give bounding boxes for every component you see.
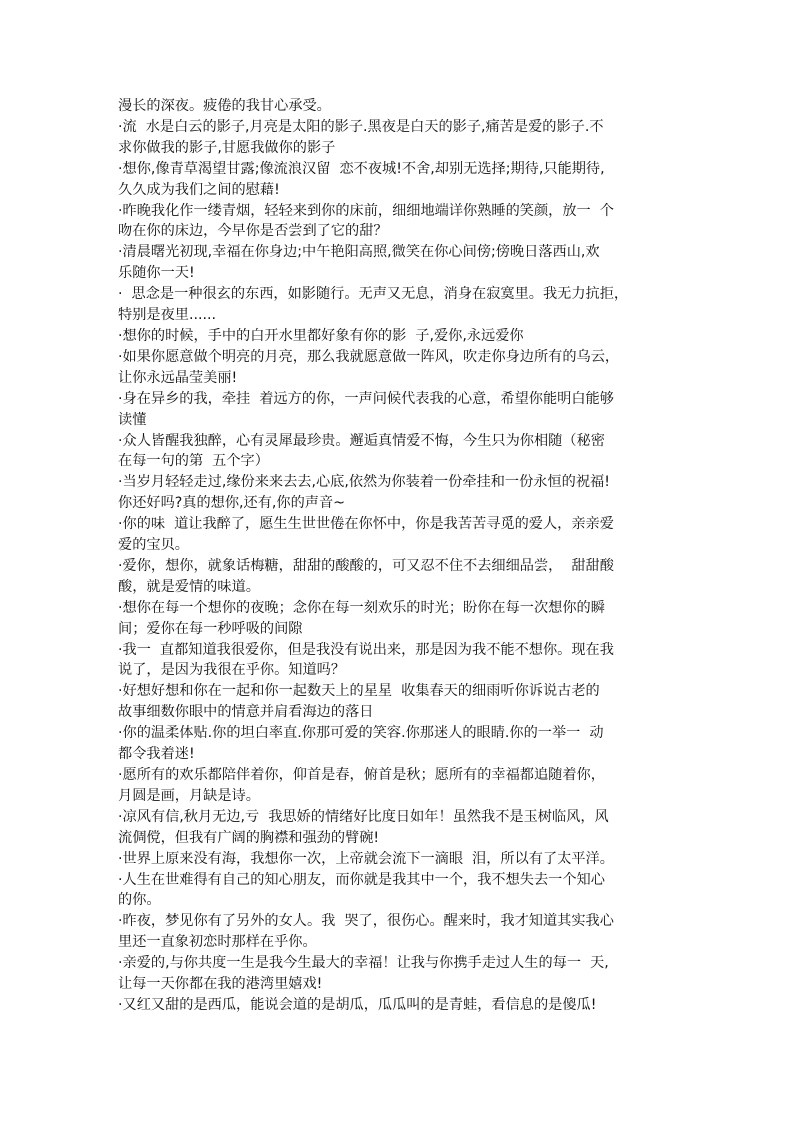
text-line: 求你做我的影子,甘愿我做你的影子: [118, 139, 336, 156]
text-line: ·昨晚我化作一缕青烟，轻轻来到你的床前，细细地端详你熟睡的笑颜，放一 个: [118, 202, 614, 219]
text-line: ·又红又甜的是西瓜，能说会道的是胡瓜，瓜瓜叫的是青蛙，看信息的是傻瓜!: [118, 996, 597, 1013]
text-line: ·如果你愿意做个明亮的月亮，那么我就愿意做一阵风，吹走你身边所有的乌云，: [118, 348, 620, 365]
text-line: 吻在你的床边，今早你是否尝到了它的甜？: [118, 223, 388, 240]
text-line: ·世界上原来没有海，我想你一次，上帝就会流下一滴眼 泪，所以有了太平洋。: [118, 850, 614, 867]
text-line: 在每一句的第 五个字）: [118, 453, 269, 470]
text-line: 里还一直象初恋时那样在乎你。: [118, 934, 317, 951]
text-line: ·爱你，想你，就象话梅糖，甜甜的酸酸的，可又忍不住不去细细品尝， 甜甜酸: [118, 557, 614, 574]
text-line: ·当岁月轻轻走过,缘份来来去去,心底,依然为你装着一份牵挂和一份永恒的祝福!: [118, 474, 610, 491]
text-line: ·亲爱的,与你共度一生是我今生最大的幸福！让我与你携手走过人生的每一 天,: [118, 955, 609, 972]
text-line: · 思念是一种很玄的东西，如影随行。无声又无息，消身在寂寞里。我无力抗拒，: [118, 286, 629, 303]
text-line: 流倜傥，但我有广阔的胸襟和强劲的臂碗!: [118, 829, 380, 846]
text-line: 读懂: [118, 411, 147, 428]
text-line: 让每一天你都在我的港湾里嬉戏!: [118, 976, 323, 993]
text-line: 久久成为我们之间的慰藉!: [118, 181, 280, 198]
document-body: [118, 96, 678, 1016]
text-line: 特别是夜里......: [118, 307, 216, 324]
text-line: 你还好吗?真的想你,还有,你的声音~: [118, 495, 346, 512]
text-line: ·人生在世难得有自己的知心朋友，而你就是我其中一个，我不想失去一个知心: [118, 871, 605, 888]
text-line: ·愿所有的欢乐都陪伴着你，仰首是春，俯首是秋；愿所有的幸福都追随着你，: [118, 767, 605, 783]
text-line: 让你永远晶莹美丽!: [118, 369, 238, 386]
text-line: ·众人皆醒我独醉，心有灵犀最珍贵。邂逅真情爱不悔，今生只为你相随（秘密: [118, 432, 605, 449]
text-line: ·清晨曙光初现,幸福在你身边;中午艳阳高照,微笑在你心间傍;傍晚日落西山,欢: [118, 244, 600, 261]
text-line: ·昨夜，梦见你有了另外的女人。我 哭了，很伤心。醒来时，我才知道其实我心: [118, 913, 614, 930]
text-line: 酸，就是爱情的味道。: [118, 578, 260, 595]
text-line: 的你。: [118, 892, 161, 909]
text-line: ·身在异乡的我，牵挂 着远方的你，一声问候代表我的心意，希望你能明白能够: [118, 390, 614, 407]
text-line: ·想你在每一个想你的夜晚；念你在每一刻欢乐的时光；盼你在每一次想你的瞬: [118, 599, 605, 616]
text-line: 爱的宝贝。: [118, 537, 189, 554]
text-line: 乐随你一天!: [118, 265, 195, 282]
text-line: 漫长的深夜。疲倦的我甘心承受。: [118, 98, 331, 114]
text-line: 说了，是因为我很在乎你。知道吗？: [118, 662, 346, 679]
text-line: 间；爱你在每一秒呼吸的间隙: [118, 620, 303, 637]
text-line: ·想你,像青草渴望甘露;像流浪汉留 恋不夜城!不舍,却别无选择;期待,只能期待,: [118, 160, 605, 177]
text-line: 都令我着迷!: [118, 746, 195, 763]
text-line: ·你的味 道让我醉了，愿生生世世倦在你怀中，你是我苦苦寻觅的爱人，亲亲爱: [118, 516, 614, 533]
text-line: ·我一 直都知道我很爱你，但是我没有说出来，那是因为我不能不想你。现在我: [118, 641, 614, 658]
text-line: ·好想好想和你在一起和你一起数天上的星星 收集春天的细雨听你诉说古老的: [118, 683, 600, 700]
text-line: ·想你的时候，手中的白开水里都好象有你的影 子,爱你,永远爱你: [118, 327, 524, 344]
text-line: ·流 水是白云的影子,月亮是太阳的影子.黑夜是白天的影子,痛苦是爱的影子.不: [118, 118, 604, 135]
text-line: ·你的温柔体贴.你的坦白率直.你那可爱的笑容.你那迷人的眼睛.你的一举一 动: [118, 725, 604, 742]
text-line: 月圆是画，月缺是诗。: [118, 787, 260, 804]
text-line: 故事细数你眼中的情意并肩看海边的落日: [118, 704, 374, 721]
text-line: ·凉风有信,秋月无边,亏 我思娇的情绪好比度日如年！虽然我不是玉树临风，风: [118, 808, 609, 825]
